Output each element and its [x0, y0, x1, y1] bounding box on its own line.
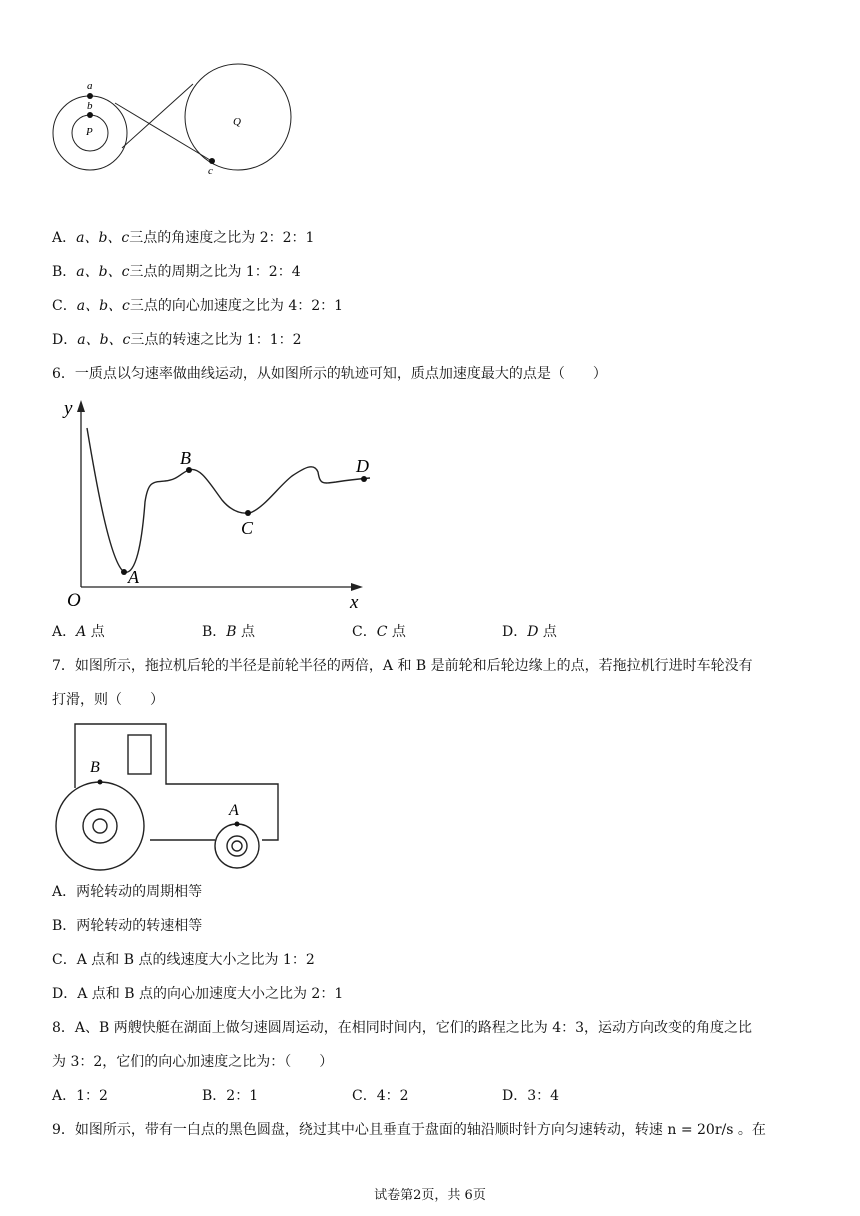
q5-option-b: B．a、b、c三点的周期之比为 1：2：4: [52, 264, 301, 280]
rear-wheel-outer: [56, 782, 144, 870]
label-o: O: [67, 590, 81, 611]
q6-option-d: D．D 点: [502, 624, 557, 640]
q6-trajectory-figure: [60, 392, 380, 614]
label-x: x: [350, 592, 359, 613]
q7-option-c: C．A 点和 B 点的线速度大小之比为 1：2: [52, 952, 315, 968]
label-C: C: [241, 518, 254, 538]
front-wheel-outer: [215, 824, 259, 868]
q7-tractor-figure: [50, 718, 290, 874]
q9-stem-line-1: 9．如图所示，带有一白点的黑色圆盘，绕过其中心且垂直于盘面的轴沿顺时针方向匀速转动，转速 n = 20r/s 。在: [52, 1122, 766, 1138]
q5-pulley-figure: [40, 62, 310, 182]
x-axis-arrow: [351, 583, 363, 591]
q6-stem: 6．一质点以匀速率做曲线运动，从如图所示的轨迹可知，质点加速度最大的点是（ ）: [52, 366, 607, 382]
q5-option-a: A．a、b、c三点的角速度之比为 2：2：1: [52, 230, 315, 246]
label-p: P: [86, 126, 93, 138]
q5-option-d: D．a、b、c三点的转速之比为 1：1：2: [52, 332, 302, 348]
tractor-window: [128, 735, 151, 774]
q6-option-b: B．B 点: [202, 624, 256, 640]
label-c: c: [208, 165, 213, 177]
point-A-tractor: [235, 822, 240, 827]
q8-stem-line-1: 8．A、B 两艘快艇在湖面上做匀速圆周运动，在相同时间内，它们的路程之比为 4：3，运动方向改变的角度之比: [52, 1020, 753, 1036]
q7-option-a: A．两轮转动的周期相等: [52, 884, 203, 900]
point-c: [209, 158, 215, 164]
label-a: a: [87, 80, 93, 92]
point-C: [245, 510, 251, 516]
label-B-tractor: B: [90, 759, 100, 776]
q7-stem-line-1: 7．如图所示，拖拉机后轮的半径是前轮半径的两倍，A 和 B 是前轮和后轮边缘上的点，若拖拉机行进时车轮没有: [52, 658, 753, 674]
q8-stem-line-2: 为 3：2，它们的向心加速度之比为：（ ）: [52, 1054, 334, 1070]
label-B: B: [180, 448, 191, 468]
point-a: [87, 93, 93, 99]
label-b: b: [87, 100, 93, 112]
q8-option-a: A．1：2: [52, 1088, 108, 1104]
point-b: [87, 112, 93, 118]
point-D: [361, 476, 367, 482]
q6-option-a: A．A 点: [52, 624, 105, 640]
trajectory-curve: [87, 428, 370, 572]
q7-stem-line-2: 打滑，则（ ）: [52, 692, 164, 708]
q7-option-b: B．两轮转动的转速相等: [52, 918, 203, 934]
label-D: D: [356, 456, 369, 476]
y-axis-arrow: [77, 400, 85, 412]
point-B-tractor: [98, 780, 103, 785]
q8-option-d: D．3：4: [502, 1088, 560, 1104]
q7-option-d: D．A 点和 B 点的向心加速度大小之比为 2：1: [52, 986, 344, 1002]
label-q: Q: [233, 116, 241, 128]
page-footer: 试卷第2页，共 6页: [374, 1188, 486, 1203]
q8-option-c: C．4：2: [352, 1088, 409, 1104]
belt-line-2: [122, 84, 193, 148]
q8-option-b: B．2：1: [202, 1088, 259, 1104]
q6-option-c: C．C 点: [352, 624, 406, 640]
label-y: y: [64, 398, 73, 419]
point-A: [121, 569, 127, 575]
label-A: A: [128, 567, 139, 587]
label-A-tractor: A: [229, 802, 239, 819]
q5-option-c: C．a、b、c三点的向心加速度之比为 4：2：1: [52, 298, 344, 314]
